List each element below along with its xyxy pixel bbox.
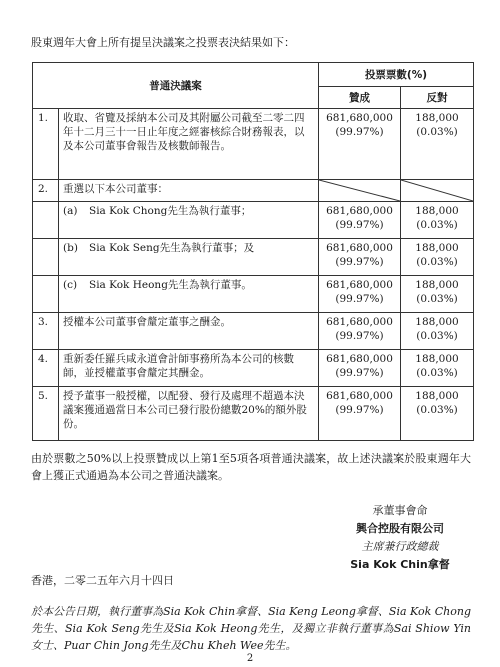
against-votes: 188,000 [415, 205, 459, 217]
table-row [33, 202, 474, 239]
voting-results-table [32, 62, 474, 441]
empty-number-cell [33, 239, 59, 276]
for-cell [319, 109, 401, 180]
for-cell [319, 239, 401, 276]
against-percent: (0.03%) [416, 293, 458, 305]
board-composition-note: 於本公告日期，執行董事為Sia Kok Chin拿督、Sia Keng Leong拿督、Sia Kok Chong先生、Sia Kok Seng先生及Sia Kok Heong先生，及獨立非執行董事為Sai Shiow Yin女士、Puar Chin Jong先生及Chu Kheh Wee先生。 [31, 605, 471, 652]
subitem-text: Sia Kok Seng先生為執行董事；及 [89, 242, 255, 254]
against-votes: 188,000 [415, 390, 459, 402]
for-percent: (99.97%) [335, 293, 384, 305]
against-percent: (0.03%) [416, 126, 458, 138]
signature-block [330, 502, 470, 574]
for-percent: (99.97%) [335, 256, 384, 268]
for-percent: (99.97%) [335, 330, 384, 342]
against-percent: (0.03%) [416, 404, 458, 416]
resolution-number: 1. [33, 109, 59, 180]
against-votes: 188,000 [415, 353, 459, 365]
empty-diagonal-cell [401, 180, 474, 202]
empty-diagonal-cell [319, 180, 401, 202]
header-votes: 投票票數(%) [319, 63, 474, 87]
for-cell [319, 350, 401, 387]
resolution-text: 授權本公司董事會釐定董事之酬金。 [59, 313, 319, 350]
for-percent: (99.97%) [335, 404, 384, 416]
for-percent: (99.97%) [335, 219, 384, 231]
for-cell [319, 202, 401, 239]
header-against: 反對 [401, 87, 474, 109]
empty-number-cell [33, 276, 59, 313]
resolution-number: 4. [33, 350, 59, 387]
subitem-text: Sia Kok Heong先生為執行董事。 [89, 279, 252, 291]
against-percent: (0.03%) [416, 367, 458, 379]
signature-by-order: 承董事會命 [372, 504, 428, 517]
table-row [33, 180, 474, 202]
diagonal-line [401, 180, 473, 201]
empty-number-cell [33, 202, 59, 239]
signatory-title: 主席兼行政總裁 [361, 540, 439, 553]
header-ordinary-resolutions: 普通決議案 [33, 63, 319, 109]
against-cell [401, 350, 474, 387]
table-row [33, 239, 474, 276]
signatory-name: Sia Kok Chin拿督 [350, 558, 450, 571]
against-votes: 188,000 [415, 112, 459, 124]
resolution-number: 5. [33, 387, 59, 441]
resolution-text: 收取、省覽及採納本公司及其附屬公司截至二零二四年十二月三十一日止年度之經審核綜合財務報表，以及本公司董事會報告及核數師報告。 [59, 109, 319, 180]
against-percent: (0.03%) [416, 219, 458, 231]
for-percent: (99.97%) [335, 367, 384, 379]
against-cell [401, 109, 474, 180]
subitem-text: Sia Kok Chong先生為執行董事； [89, 205, 252, 217]
for-percent: (99.97%) [335, 126, 384, 138]
against-votes: 188,000 [415, 279, 459, 291]
resolution-text: 重新委任羅兵咸永道會計師事務所為本公司的核數師，並授權董事會釐定其酬金。 [59, 350, 319, 387]
for-votes: 681,680,000 [326, 242, 393, 254]
for-votes: 681,680,000 [326, 205, 393, 217]
against-percent: (0.03%) [416, 330, 458, 342]
for-votes: 681,680,000 [326, 316, 393, 328]
for-cell [319, 276, 401, 313]
resolution-subitem [59, 239, 319, 276]
against-cell [401, 276, 474, 313]
against-votes: 188,000 [415, 316, 459, 328]
resolution-subitem [59, 202, 319, 239]
subitem-label: (c) [63, 279, 78, 291]
table-row [33, 350, 474, 387]
place-and-date: 香港，二零二五年六月十四日 [31, 574, 174, 587]
for-cell [319, 387, 401, 441]
for-votes: 681,680,000 [326, 353, 393, 365]
against-percent: (0.03%) [416, 256, 458, 268]
for-cell [319, 313, 401, 350]
company-name: 興合控股有限公司 [356, 522, 444, 535]
against-cell [401, 202, 474, 239]
resolution-text: 重選以下本公司董事： [59, 180, 319, 202]
closing-paragraph: 由於票數之50%以上投票贊成以上第1至5項各項普通決議案，故上述決議案於股東週年大會上獲正式通過為本公司之普通決議案。 [31, 452, 471, 482]
against-votes: 188,000 [415, 242, 459, 254]
table-row [33, 387, 474, 441]
resolution-subitem [59, 276, 319, 313]
against-cell [401, 387, 474, 441]
resolution-text: 授予董事一般授權，以配發、發行及處理不超過本決議案獲通過當日本公司已發行股份總數20%的額外股份。 [59, 387, 319, 441]
header-for: 贊成 [319, 87, 401, 109]
table-row [33, 276, 474, 313]
subitem-label: (b) [63, 242, 78, 254]
diagonal-line [319, 180, 400, 201]
page-number: 2 [246, 653, 254, 664]
for-votes: 681,680,000 [326, 279, 393, 291]
table-header-row [33, 63, 474, 87]
table-row [33, 109, 474, 180]
against-cell [401, 239, 474, 276]
against-cell [401, 313, 474, 350]
for-votes: 681,680,000 [326, 112, 393, 124]
resolution-number: 2. [33, 180, 59, 202]
subitem-label: (a) [63, 205, 78, 217]
for-votes: 681,680,000 [326, 390, 393, 402]
resolution-number: 3. [33, 313, 59, 350]
table-row [33, 313, 474, 350]
intro-text: 股東週年大會上所有提呈決議案之投票表決結果如下： [31, 36, 295, 49]
